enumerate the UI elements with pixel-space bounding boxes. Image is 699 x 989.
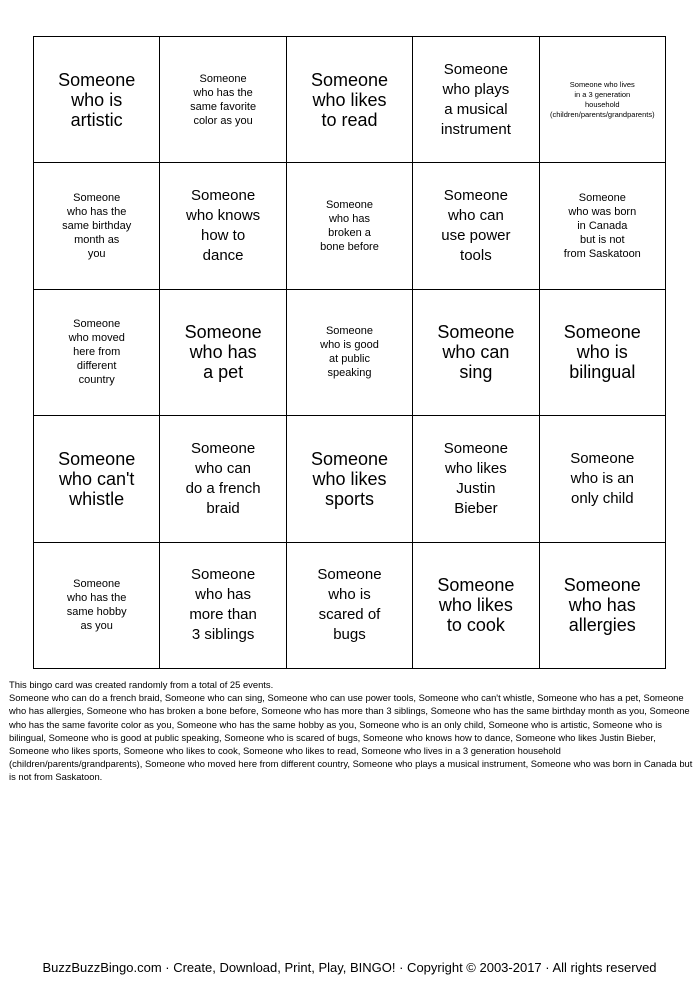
bingo-cell-text: Someone who is scared of bugs [317,566,382,644]
bingo-cell [287,543,413,669]
bingo-cell [287,163,413,289]
bingo-cell [287,416,413,542]
bingo-cell [160,37,286,163]
bingo-cell-text: Someone who likes Justin Bieber [443,439,508,517]
bingo-cell [413,290,539,416]
bingo-cell-text: Someone who can do a french braid [185,439,261,517]
bingo-cell-text: Someone who likes sports [310,448,389,509]
bingo-cell-text: Someone who is an only child [570,449,635,507]
bingo-cell [160,543,286,669]
card-description [9,678,693,784]
bingo-cell [34,163,160,289]
bingo-cell-text: Someone who has allergies [563,575,641,636]
bingo-cell [287,37,413,163]
bingo-cell-text: Someone who knows how to dance [185,187,261,265]
bingo-cell [413,37,539,163]
bingo-cell-text: Someone who can sing [437,322,515,383]
card-intro-text: This bingo card was created randomly from a total of 25 events. [9,679,274,690]
bingo-cell-text: Someone who likes to cook [437,575,515,636]
events-list-text: Someone who can do a french braid, Someone who can sing, Someone who can use power tools, Someone who can't whistle, Someone who has a pet, Someone who has allergies, Someone who has broken a bone before, Someone who has more than 3 siblings, Someone who has the same birthday month as you, Someone who has the same favorite color as you, Someone who has the same hobby as you, Someone who is an only child, Someone who is artistic, Someone who is bilingual, Someone who is good at public speaking, Someone who is scared of bugs, Someone who knows how to dance, Someone who likes Justin Bieber, Someone who likes sports, Someone who likes to cook, Someone who likes to read, Someone who lives in a 3 generation household (children/parents/grandparents), Someone who moved here from different country, Someone who plays a musical instrument, Someone who was born in Canada but is not from Saskatoon. [9,692,693,783]
bingo-cell-text: Someone who likes to read [310,69,389,130]
bingo-cell [540,290,666,416]
bingo-cell [540,543,666,669]
bingo-cell-text: Someone who has the same hobby as you [66,578,127,633]
bingo-cell-text: Someone who has the same birthday month as you [62,192,132,261]
bingo-cell-text: Someone who can use power tools [441,187,511,265]
bingo-cell [540,37,666,163]
bingo-cell [160,416,286,542]
bingo-cell [34,416,160,542]
bingo-cell-text: Someone who was born in Canada but is not from Saskatoon [563,192,641,261]
bingo-cell [34,543,160,669]
bingo-cell-text: Someone who plays a musical instrument [440,60,511,138]
bingo-cell [34,290,160,416]
bingo-cell-text: Someone who is bilingual [563,322,641,383]
bingo-cell-text: Someone who has the same favorite color as you [190,72,257,127]
bingo-cell-text: Someone who lives in a 3 generation household (children/parents/grandparents) [549,79,655,119]
bingo-cell [34,37,160,163]
bingo-cell-text: Someone who moved here from different country [68,318,125,387]
bingo-grid [33,36,666,669]
bingo-cell [413,416,539,542]
bingo-cell-text: Someone who is artistic [58,69,136,130]
bingo-cell [160,290,286,416]
bingo-cell [413,163,539,289]
bingo-cell-text: Someone who has broken a bone before [320,199,379,254]
bingo-cell [540,163,666,289]
bingo-cell [160,163,286,289]
bingo-cell [540,416,666,542]
bingo-cell-text: Someone who is good at public speaking [320,325,379,380]
bingo-cell-text: Someone who has more than 3 siblings [189,566,257,644]
bingo-cell [413,543,539,669]
bingo-cell [287,290,413,416]
bingo-cell-text: Someone who has a pet [184,322,262,383]
bingo-cell-text: Someone who can't whistle [58,448,136,509]
footer-copyright: BuzzBuzzBingo.com · Create, Download, Print, Play, BINGO! · Copyright © 2003-2017 · All rights reserved [42,960,657,975]
